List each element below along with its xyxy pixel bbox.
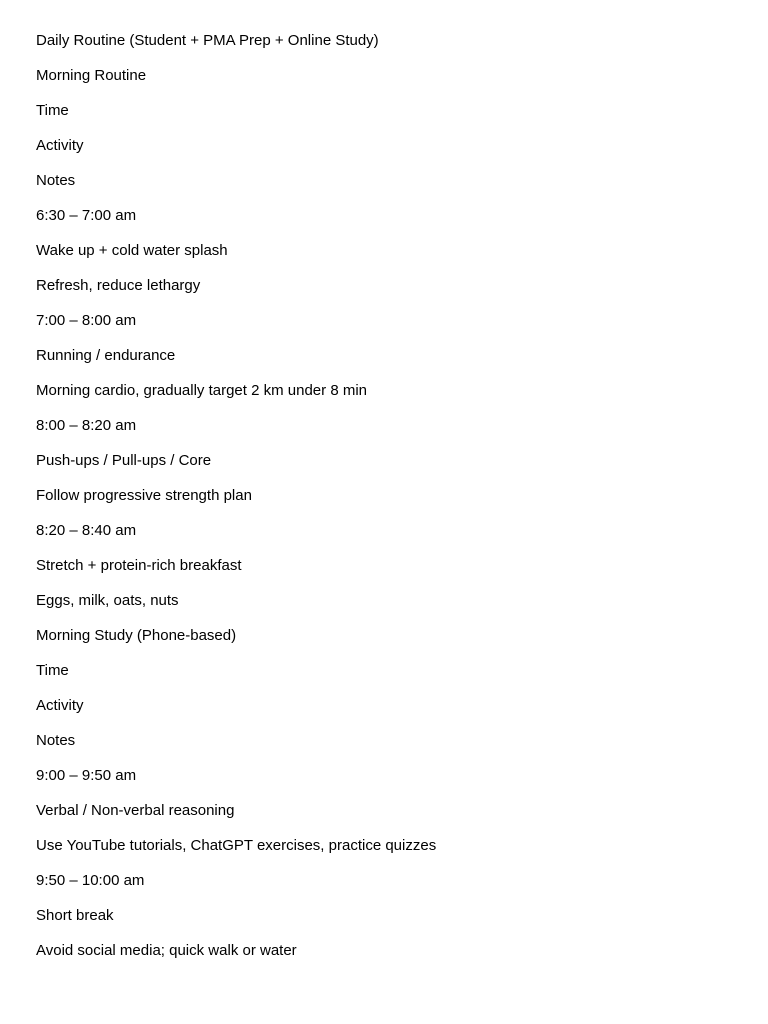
row-activity: Stretch + protein-rich breakfast (36, 557, 242, 574)
row-notes: Follow progressive strength plan (36, 487, 252, 504)
row-activity: Verbal / Non-verbal reasoning (36, 802, 235, 819)
column-header-activity: Activity (36, 697, 84, 714)
row-activity: Running / endurance (36, 347, 176, 364)
document-title: Daily Routine (Student + PMA Prep + Online Study) (36, 32, 379, 49)
column-header-activity: Activity (36, 137, 84, 154)
row-notes: Refresh, reduce lethargy (36, 277, 201, 294)
row-notes: Avoid social media; quick walk or water (36, 942, 297, 959)
column-header-notes: Notes (36, 732, 76, 749)
row-time: 7:00 – 8:00 am (36, 312, 137, 329)
section-heading-morning-routine: Morning Routine (36, 67, 147, 84)
column-header-time: Time (36, 662, 69, 679)
row-time: 9:50 – 10:00 am (36, 872, 145, 889)
row-notes: Eggs, milk, oats, nuts (36, 592, 179, 609)
section-heading-morning-study: Morning Study (Phone-based) (36, 627, 237, 644)
row-notes: Use YouTube tutorials, ChatGPT exercises, practice quizzes (36, 837, 437, 854)
row-notes: Morning cardio, gradually target 2 km under 8 min (36, 382, 367, 399)
column-header-time: Time (36, 102, 69, 119)
row-time: 6:30 – 7:00 am (36, 207, 137, 224)
row-time: 8:00 – 8:20 am (36, 417, 137, 434)
row-time: 9:00 – 9:50 am (36, 767, 137, 784)
row-time: 8:20 – 8:40 am (36, 522, 137, 539)
document-body (36, 31, 736, 976)
column-header-notes: Notes (36, 172, 76, 189)
row-activity: Push-ups / Pull-ups / Core (36, 452, 212, 469)
row-activity: Short break (36, 907, 114, 924)
row-activity: Wake up + cold water splash (36, 242, 228, 259)
